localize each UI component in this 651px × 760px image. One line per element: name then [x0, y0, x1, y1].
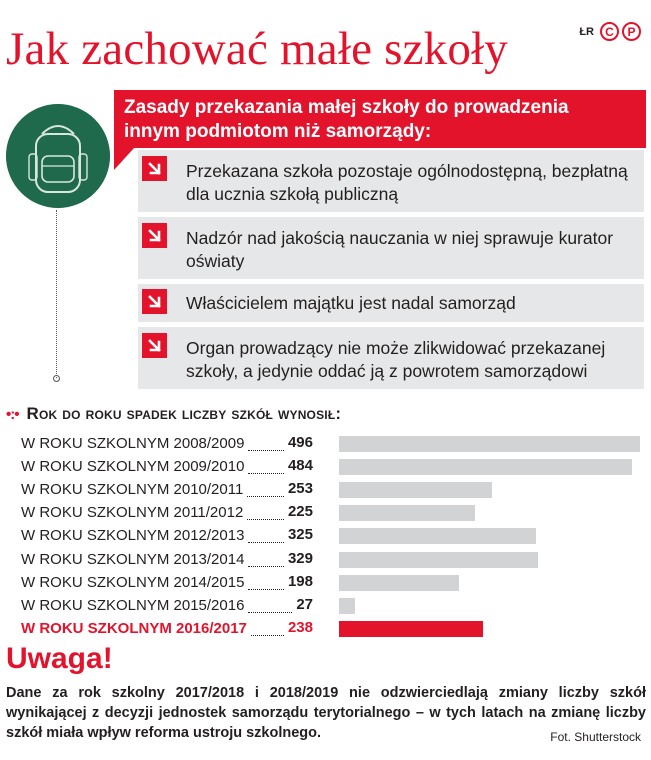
rule-item — [138, 217, 644, 279]
rule-text: Właścicielem majątku jest nadal samorząd — [186, 293, 516, 313]
leader-dots — [248, 473, 284, 474]
bar — [339, 459, 632, 475]
chevron-marker-icon: •:• — [6, 405, 19, 423]
arrow-down-right-icon — [142, 156, 167, 181]
logo-p: P — [622, 22, 641, 41]
arrow-down-right-icon — [142, 223, 167, 248]
leader-dots — [248, 542, 284, 543]
warning-heading: Uwaga! — [6, 642, 113, 675]
rules-header — [114, 90, 646, 148]
bar-label: W ROKU SZKOLNYM 2014/2015 — [21, 574, 245, 591]
rule-text: Organ prowadzący nie może zlikwidować przekazanej szkoły, a jedynie oddać ją z powrotem samorządowi — [186, 338, 606, 381]
chart-row — [0, 549, 651, 572]
leader-dots — [248, 450, 284, 451]
chart-row — [0, 433, 651, 456]
bar — [339, 552, 538, 568]
connector-line — [56, 210, 57, 378]
chart-row — [0, 456, 651, 479]
bar — [339, 575, 459, 591]
leader-dots — [248, 589, 284, 590]
warning-text: Dane za rok szkolny 2017/2018 i 2018/2019 nie odzwierciedlają zmiany liczby szkół wynikającej z decyzji jednostek samorządu terytorialnego – w tych latach na zmianę liczby szkół miała wpływ reforma ustroju szkolnego. — [6, 685, 646, 741]
rule-item — [138, 327, 644, 389]
bar-value: 198 — [287, 573, 313, 590]
bar-label: W ROKU SZKOLNYM 2008/2009 — [21, 435, 245, 452]
page-title: Jak zachować małe szkoły — [6, 23, 508, 75]
leader-dots — [248, 566, 284, 567]
bar-label: W ROKU SZKOLNYM 2015/2016 — [21, 597, 245, 614]
bar-label: W ROKU SZKOLNYM 2011/2012 — [21, 504, 244, 521]
bar — [339, 505, 475, 521]
chart-title — [6, 404, 341, 424]
bar-chart — [0, 433, 651, 638]
rule-item — [138, 284, 644, 322]
author-initials: ŁR — [579, 25, 594, 38]
bar-value: 325 — [287, 526, 313, 543]
bar-label: W ROKU SZKOLNYM 2010/2011 — [21, 481, 244, 498]
bar — [339, 598, 355, 614]
rules-header-line-1: Zasady przekazania małej szkoły do prowadzenia — [124, 97, 569, 118]
publisher-logo — [579, 22, 641, 41]
chart-row — [0, 572, 651, 595]
chart-row — [0, 595, 651, 618]
bar-value: 225 — [287, 503, 313, 520]
connector-end — [53, 375, 60, 382]
leader-dots — [247, 519, 284, 520]
rules-header-line-2: innym podmiotom niż samorządy: — [124, 121, 432, 142]
arrow-down-right-icon — [142, 333, 167, 358]
bar — [339, 528, 536, 544]
rule-text: Nadzór nad jakością nauczania w niej sprawuje kurator oświaty — [186, 228, 614, 271]
bar-label: W ROKU SZKOLNYM 2013/2014 — [21, 551, 245, 568]
bar-value: 253 — [287, 480, 313, 497]
bar-label: W ROKU SZKOLNYM 2016/2017 — [21, 620, 247, 637]
chart-row — [0, 502, 651, 525]
bar-value: 329 — [287, 550, 313, 567]
bar-value: 238 — [287, 619, 313, 636]
bar-label: W ROKU SZKOLNYM 2009/2010 — [21, 458, 245, 475]
leader-dots — [247, 496, 284, 497]
bar — [339, 482, 492, 498]
bar — [339, 436, 640, 452]
arrow-down-right-icon — [142, 289, 167, 314]
chart-row — [0, 525, 651, 548]
backpack-icon — [6, 104, 110, 208]
bar-value: 496 — [287, 434, 313, 451]
chart-row — [0, 479, 651, 502]
leader-dots — [248, 612, 292, 613]
bar-value: 484 — [287, 457, 313, 474]
bar-label: W ROKU SZKOLNYM 2012/2013 — [21, 527, 245, 544]
rule-text: Przekazana szkoła pozostaje ogólnodostępną, bezpłatną dla ucznia szkołą publiczną — [186, 161, 628, 204]
bar-value: 27 — [296, 596, 313, 613]
chart-title-text: Rok do roku spadek liczby szkół wynosił: — [26, 404, 342, 423]
photo-credit: Fot. Shutterstock — [550, 730, 641, 744]
logo-c: C — [600, 22, 619, 41]
chart-row — [0, 618, 651, 641]
bar — [339, 621, 483, 637]
leader-dots — [251, 635, 284, 636]
rule-item — [138, 150, 644, 212]
rules-header-pointer — [114, 148, 134, 170]
